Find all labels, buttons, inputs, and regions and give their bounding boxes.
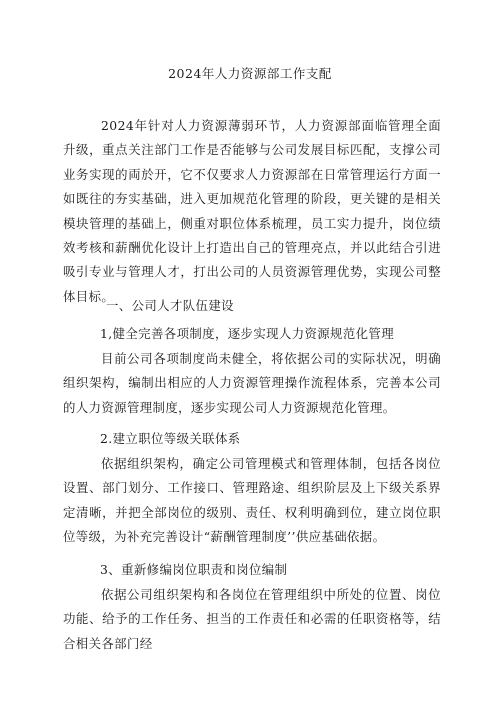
subheading-improve-systems: 1,健全完善各项制度，逐步实现人力资源规范化管理 [100, 326, 395, 341]
paragraph-job-duties: 依据公司组织架构和各岗位在管理组织中所处的位置、岗位功能、给予的工作任务、担当的工作责任和必需的任职资格等，结合相关各部门经 [63, 587, 441, 651]
paragraph-job-grade-system: 依据组织架构，确定公司管理模式和管理体制，包括各岗位设置、部门划分、工作接口、管理路途、组织阶层及上下级关系界定清晰，并把全部岗位的级别、责任、权利明确到位，建立岗位职位等级，为补充完善设计“薪酬管理制度’’供应基础依据。 [63, 456, 441, 545]
subheading-job-duties: 3、重新修编岗位职责和岗位编制 [100, 562, 288, 577]
intro-paragraph: 2024年针对人力资源薄弱环节，人力资源部面临管理全面升级，重点关注部门工作是否能够与公司发展目标匹配，支撑公司业务实现的両於开，它不仅要求人力资源部在日常管理运行方面一如既往的夯实基础，进入更加规范化管理的阶段，更关键的是相关模块管理的基础上，侧重对职位体系梳理，员工实力提升，岗位绩效考核和薪酬优化设计上打造出自己的管理亮点，并以此结合引进吸引专业与管理人才，打出公司的人员资源管理优势，实现公司整体目标。 [63, 118, 441, 304]
paragraph-improve-systems: 目前公司各项制度尚未健全，将依据公司的实际状况，明确组织架构，编制出相应的人力资源管理操作流程体系，完善本公司的人力资源管理制度，逐步实现公司人力资源规范化管理。 [63, 351, 441, 415]
document-title: 2024年人力资源部工作支配 [168, 66, 332, 81]
section-heading-talent-team: 一、公司人才队伍建设 [106, 298, 234, 313]
subheading-job-grade-system: 2.建立职位等级关联体系 [100, 431, 241, 446]
